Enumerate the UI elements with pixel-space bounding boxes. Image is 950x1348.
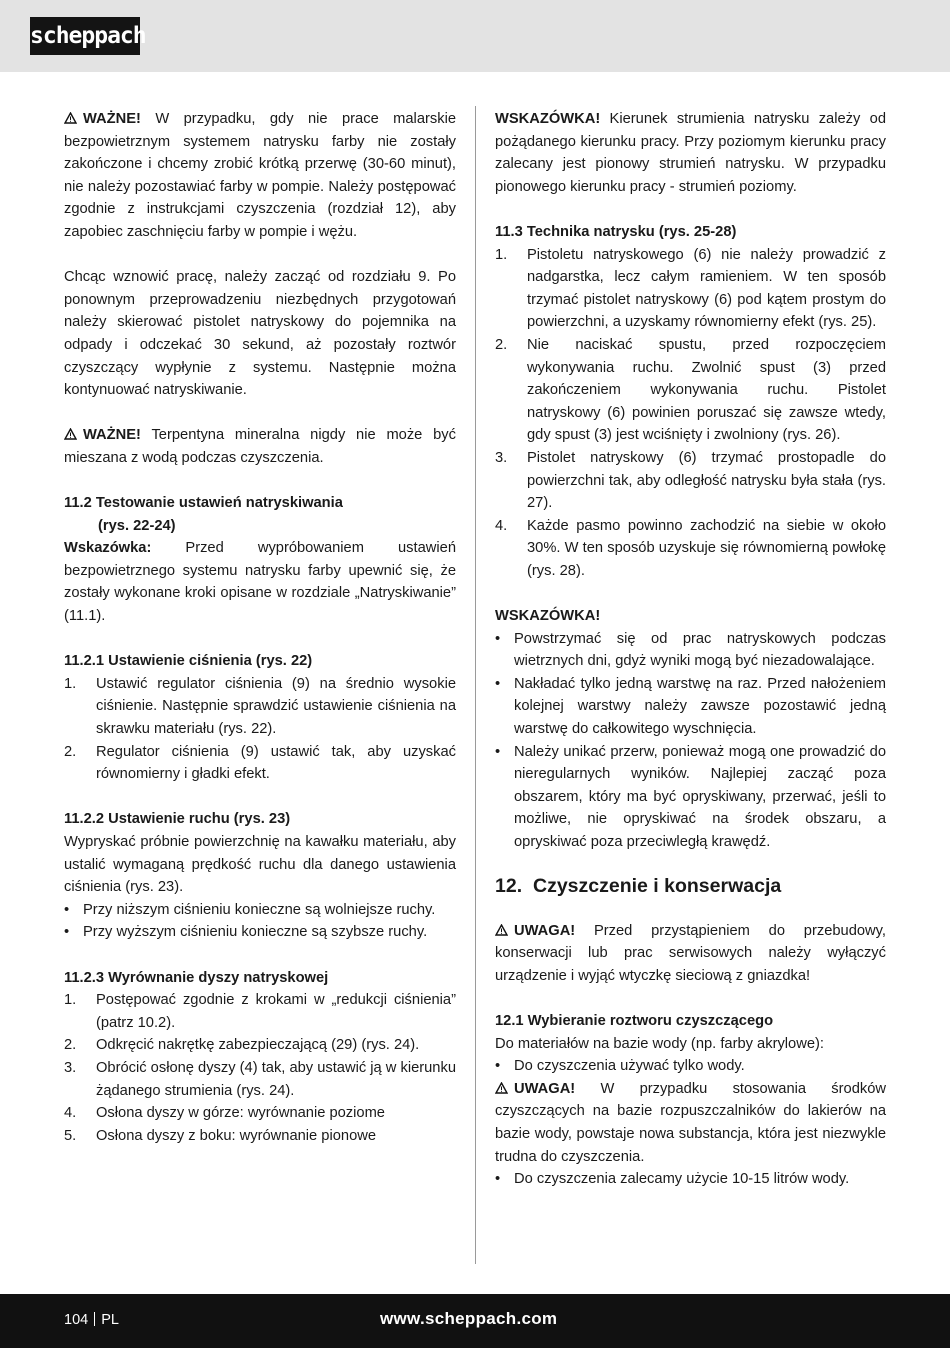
list-item: • Do czyszczenia zalecamy użycie 10-15 litrów wody. — [495, 1171, 850, 1188]
list-item: 5. Osłona dyszy z boku: wyrównanie pionowe — [64, 1127, 377, 1144]
important-note-paint: WAŻNE! W przypadku, gdy nie prace malarskie bezpowietrznym systemem natrysku farby nie zostały zakończone i chcemy zrobić krótką przerwę (30-60 minut), nie należy pozostawiać farby w pompie. Należy postępować zgodnie z instrukcjami czyszczenia (rozdział 12), aby zapobiec zaschnięciu farby w pompie i wężu. — [64, 111, 456, 240]
list-item: 1. Postępować zgodnie z krokami w „redukcji ciśnienia” (patrz 10.2). — [64, 992, 456, 1031]
section-11-2-tip: Wskazówka: Przed wypróbowaniem ustawień bezpowietrznego systemu natrysku farby upewnić się, że zostały wykonane kroki opisane w rozdziale „Natryskiwanie” (11.1). — [64, 540, 456, 625]
list-item: • Przy wyższym ciśnieniu konieczne są szybsze ruchy. — [64, 924, 428, 941]
nozzle-steps-list — [64, 989, 456, 1147]
section-11-2-3-heading: 11.2.3 Wyrównanie dyszy natryskowej — [64, 969, 329, 986]
tip-bullets — [495, 628, 886, 854]
section-12-1-warning: UWAGA! W przypadku stosowania środków czyszczących na bazie rozpuszczalników do lakierów na bazie wody, powstaje nowa substancja, która jest niezwykle trudna do czyszczenia. — [495, 1080, 886, 1165]
website-link[interactable]: www.scheppach.com — [380, 1309, 558, 1328]
list-item: 3. Pistolet natryskowy (6) trzymać prostopadle do powierzchni tak, aby odległość natrysku była stała (rys. 27). — [495, 449, 886, 512]
pressure-steps-list — [64, 673, 456, 786]
list-item: 4. Każde pasmo powinno zachodzić na siebie w około 30%. W ten sposób uzyskuje się równomierną powłokę (rys. 28). — [495, 517, 886, 579]
section-11-2-heading: 11.2 Testowanie ustawień natryskiwania (rys. 22-24) — [64, 495, 343, 534]
list-item: • Przy niższym ciśnieniu konieczne są wolniejsze ruchy. — [64, 901, 436, 918]
list-item: 2. Odkręcić nakrętkę zabezpieczającą (29) (rys. 24). — [64, 1037, 420, 1054]
section-11-2-2-text: Wypryskać próbnie powierzchnię na kawałku materiału, aby ustalić wymaganą prędkość ruchu dla danego ustawienia ciśnienia (rys. 23). — [64, 834, 456, 896]
list-item: • Nakładać tylko jedną warstwę na raz. Przed nałożeniem kolejnej warstwy należy zawsze pozostawić jedną warstwę do całkowitego wyschnięcia. — [495, 675, 886, 738]
left-column — [64, 108, 456, 1147]
section-11-2-1-heading: 11.2.1 Ustawienie ciśnienia (rys. 22) — [64, 653, 313, 670]
section-12-1-text: Do materiałów na bazie wody (np. farby akrylowe): — [495, 1035, 824, 1052]
list-item: • Do czyszczenia używać tylko wody. — [495, 1058, 745, 1075]
list-item: • Należy unikać przerw, ponieważ mogą one prowadzić do nieregularnych wyników. Najlepiej zacząć poza obszarem, który ma być opryskiwany, przerwać, jeśli to możliwe, nie opryskiwać na środek obszaru, a opryskiwać poza przeciwległą krawędź. — [495, 743, 886, 850]
list-item: 4. Osłona dyszy w górze: wyrównanie poziome — [64, 1105, 385, 1122]
warning-triangle-icon — [64, 112, 77, 124]
section-12-1-heading: 12.1 Wybieranie roztworu czyszczącego — [495, 1012, 774, 1029]
spray-direction-tip: WSKAZÓWKA! Kierunek strumienia natrysku zależy od pożądanego kierunku pracy. Przy poziomym kierunku pracy zalecany jest pionowy strumień natrysku. W przypadku pionowego kierunku pracy - strumień poziomy. — [495, 111, 886, 195]
warning-triangle-icon — [495, 924, 508, 936]
page-header — [0, 0, 950, 72]
page-number: 104 PL — [64, 1312, 119, 1328]
list-item: 1. Pistoletu natryskowego (6) nie należy prowadzić z nadgarstka, lecz całym ramieniem. W ten sposób trzymać pistolet natryskowy (6) pod kątem prostym do powierzchni, a uzyskamy równomierny efekt (rys. 25). — [495, 246, 886, 331]
brand-logo: scheppach — [30, 17, 140, 55]
warning-triangle-icon — [495, 1082, 508, 1094]
spray-technique-list — [495, 244, 886, 583]
page-footer — [0, 1294, 950, 1348]
section-12-warning: UWAGA! Przed przystąpieniem do przebudowy, konserwacji lub prac serwisowych należy wyłączyć urządzenie i wyjąć wtyczkę sieciową z gniazdka! — [495, 922, 886, 984]
section-12-heading: 12. Czyszczenie i konserwacja — [495, 874, 782, 897]
list-item: 3. Obrócić osłonę dyszy (4) tak, aby ustawić ją w kierunku żądanego strumienia (rys. 24). — [64, 1059, 456, 1099]
list-item: 1. Ustawić regulator ciśnienia (9) na średnio wysokie ciśnienie. Następnie sprawdzić ustawienie ciśnienia na skrawku materiału (rys. 22). — [64, 675, 456, 738]
section-11-3-heading: 11.3 Technika natrysku (rys. 25-28) — [495, 223, 737, 240]
warning-triangle-icon — [64, 428, 77, 440]
section-11-2-2-heading: 11.2.2 Ustawienie ruchu (rys. 23) — [64, 811, 291, 828]
right-column — [495, 108, 886, 1191]
list-item: 2. Nie naciskać spustu, przed rozpoczęciem wykonywania ruchu. Zwolnić spust (3) przed zakończeniem wykonywania ruchu. Pistolet natryskowy (6) powinien poruszać się zawsze wtedy, gdy spust (3) jest wciśnięty i zwolniony (rys. 26). — [495, 336, 886, 444]
footer-separator — [94, 1312, 95, 1326]
column-divider — [475, 106, 476, 1264]
tip-heading: WSKAZÓWKA! — [495, 608, 601, 625]
resume-work-paragraph: Chcąc wznowić pracę, należy zacząć od rozdziału 9. Po ponownym przeprowadzeniu niezbędnych przygotowań należy skierować pistolet natryskowy do pojemnika na odpady i odczekać 30 sekund, aż pozostały roztwór czyszczący wypłynie z systemu. Następnie można kontynuować natryskiwanie. — [64, 269, 456, 399]
important-note-turpentine: WAŻNE! Terpentyna mineralna nigdy nie może być mieszana z wodą podczas czyszczenia. — [64, 427, 456, 466]
list-item: 2. Regulator ciśnienia (9) ustawić tak, aby uzyskać równomierny i gładki efekt. — [64, 743, 456, 783]
list-item: • Powstrzymać się od prac natryskowych podczas wietrznych dni, gdyż wyniki mogą być niezadowalające. — [495, 630, 886, 670]
movement-bullets — [64, 899, 456, 944]
